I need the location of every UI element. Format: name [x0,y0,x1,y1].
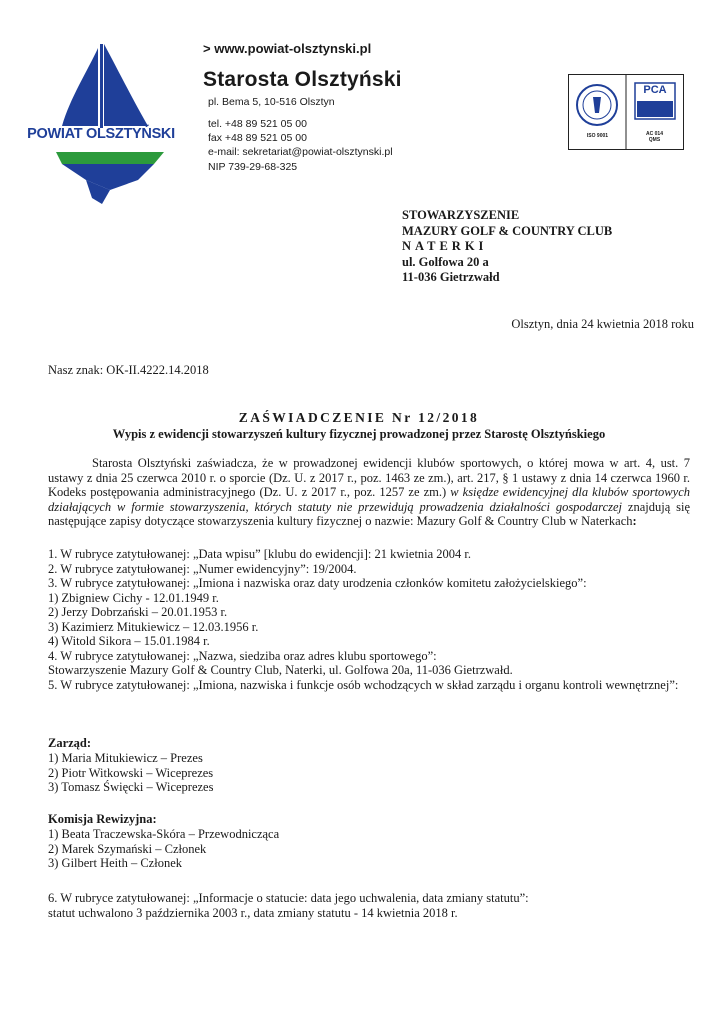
intro-part-1: Starosta Olsztyński zaświadcza, że w prowadzonej ewidencji klubów sportowych, o której mowa w art. 4, ust. 7 ustawy z dnia 25 czerwca 2010 r. o sporcie (Dz. U. z 2017 r., poz. 1463 ze zm.), art. 217, § 1 ustawy z dnia 14 czerwca 1960 r. Kodeks postępowania administracyjnego (Dz. U. z 2017 r., poz. 1257 ze zm.) [48,456,690,499]
recipient-line-5: 11-036 Gietrzwałd [402,270,500,284]
accreditation-label [626,131,683,143]
recipient-line-2: MAZURY GOLF & COUNTRY CLUB [402,223,613,238]
entry-line: 5. W rubryce zatytułowanej: „Imiona, nazwiska i funkcje osób wchodzących w skład zarządu i organu kontroli wewnętrznej”: [48,677,679,692]
board-member: 2) Piotr Witkowski – Wiceprezes [48,765,214,780]
pca-label: PCA [643,84,667,96]
certification-box [568,74,684,150]
entry-line: 3) Kazimierz Mitukiewicz – 12.03.1956 r. [48,619,259,634]
entry-line: 2. W rubryce zatytułowanej: „Numer ewidencyjny”: 19/2004. [48,561,357,576]
entry-line: 1. W rubryce zatytułowanej: „Data wpisu” [klubu do ewidencji]: 21 kwietnia 2004 r. [48,547,472,561]
website-link[interactable]: > www.powiat-olsztynski.pl [203,41,372,56]
document-subtitle: Wypis z ewidencji stowarzyszeń kultury fizycznej prowadzonej przez Starostę Olsztyńskiego [112,427,606,441]
board-section [48,736,213,795]
audit-heading: Komisja Rewizyjna: [48,812,157,826]
audit-member: 2) Marek Szymański – Członek [48,841,207,856]
county-logo [26,40,176,210]
recipient-address [402,208,612,286]
fax-number: fax +48 89 521 05 00 [208,132,307,144]
audit-member: 1) Beata Traczewska-Skóra – Przewodnicząca [48,826,280,841]
email-address[interactable]: e-mail: sekretariat@powiat-olsztynski.pl [208,146,393,158]
office-name: Starosta Olsztyński [203,68,402,91]
intro-colon: : [632,514,637,528]
statute-line-2: statut uchwalono 3 października 2003 r., data zmiany statutu - 14 kwietnia 2018 r. [48,905,458,920]
board-member: 3) Tomasz Święcki – Wiceprezes [48,780,214,795]
sailboat-logo-graphic [26,40,176,210]
audit-member: 3) Gilbert Heith – Członek [48,856,182,871]
entry-line: 1) Zbigniew Cichy - 12.01.1949 r. [48,590,219,605]
recipient-line-3: NATERKI [402,239,488,253]
entry-line: Stowarzyszenie Mazury Golf & Country Club, Naterki, ul. Golfowa 20a, 11-036 Gietrzwałd. [48,663,513,677]
tax-id: NIP 739-29-68-325 [208,161,298,173]
register-entries [48,547,690,692]
intro-italic: w księdze ewidencyjnej dla klubów sportowych działających w formie stowarzyszenia, których statuty nie przewidują prowadzenia działalności gospodarczej [48,485,690,514]
reference-number: Nasz znak: OK-II.4222.14.2018 [48,363,209,377]
entry-line: 4. W rubryce zatytułowanej: „Nazwa, siedziba oraz adres klubu sportowego”: [48,648,437,663]
entry-line: 4) Witold Sikora – 15.01.1984 r. [48,634,210,648]
statute-line-1: 6. W rubryce zatytułowanej: „Informacje o statucie: data jego uchwalenia, data zmiany statutu”: [48,891,529,905]
iso-label: ISO 9001 [586,133,609,139]
document-date: Olsztyn, dnia 24 kwietnia 2018 roku [511,317,694,331]
phone-number: tel. +48 89 521 05 00 [208,118,307,130]
board-member: 1) Maria Mitukiewicz – Prezes [48,750,203,765]
accreditation-number: AC 014 [646,131,663,137]
statute-section [48,891,529,921]
entry-line: 3. W rubryce zatytułowanej: „Imiona i nazwiska oraz daty urodzenia członków komitetu założycielskiego”: [48,576,587,590]
office-address: pl. Bema 5, 10-516 Olsztyn [208,96,335,108]
accreditation-scope: QMS [648,137,661,143]
entry-line: 2) Jerzy Dobrzański – 20.01.1953 r. [48,605,228,619]
recipient-line-1: STOWARZYSZENIE [402,208,520,222]
audit-committee-section [48,812,279,871]
intro-part-2: znajdują się następujące zapisy dotyczące stowarzyszenia kultury fizycznej o nazwie: Mazury Golf & Country Club w Naterkach [48,499,690,528]
intro-paragraph [48,456,690,529]
logo-text: POWIAT OLSZTYŃSKI [27,126,175,142]
recipient-line-4: ul. Golfowa 20 a [402,254,489,269]
document-title: ZAŚWIADCZENIE Nr 12/2018 [238,410,480,425]
board-heading: Zarząd: [48,736,92,750]
